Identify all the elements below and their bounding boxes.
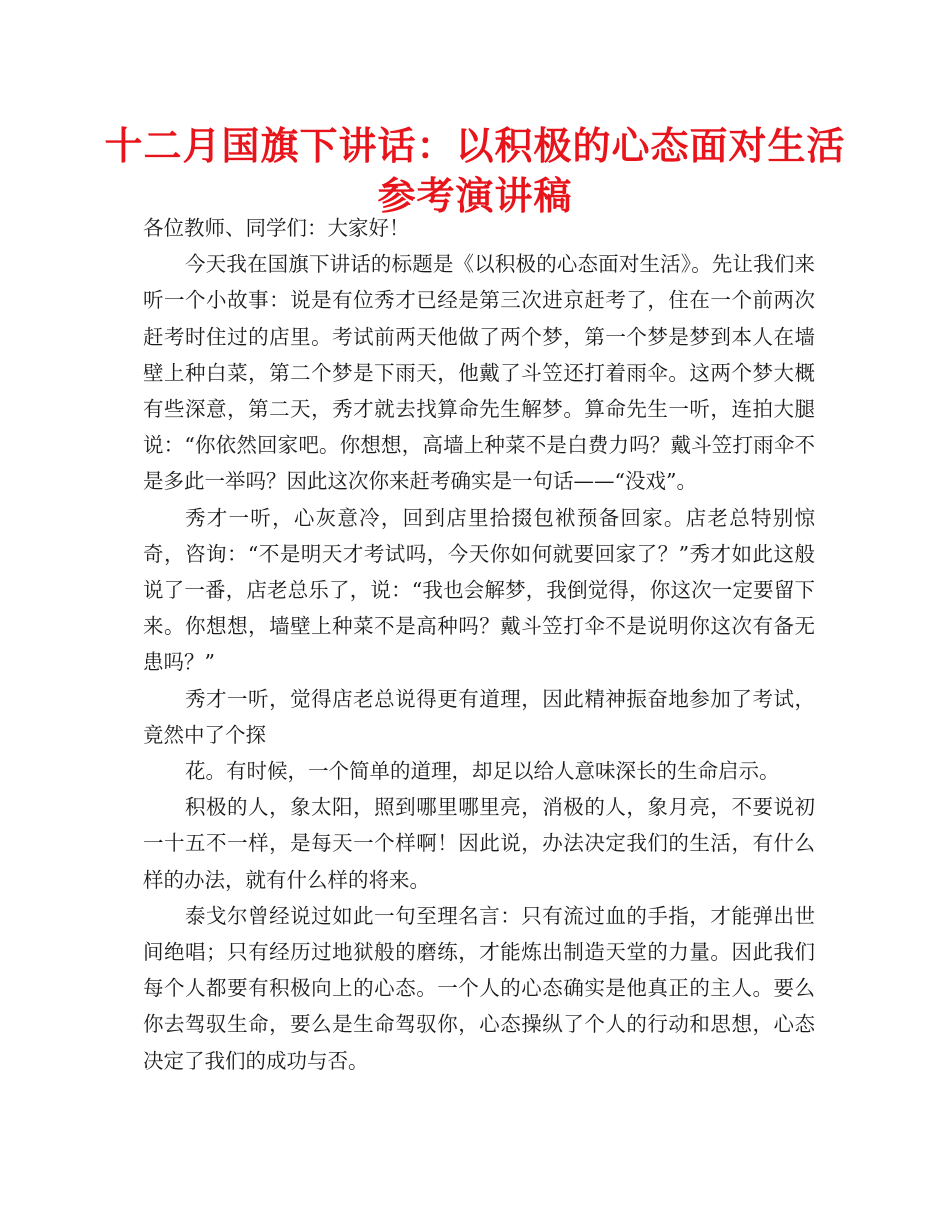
document-title: 十二月国旗下讲话：以积极的心态面对生活参考演讲稿 [104,124,846,218]
document-body [143,210,815,1079]
paragraph: 花。有时候，一个简单的道理，却足以给人意味深长的生命启示。 [185,759,780,784]
paragraph: 秀才一听，觉得店老总说得更有道理，因此精神振奋地参加了考试，竟然中了个探 [143,686,815,747]
paragraph: 今天我在国旗下讲话的标题是《以积极的心态面对生活》。先让我们来听一个小故事：说是有位秀才已经是第三次进京赶考了，住在一个前两次赶考时住过的店里。考试前两天他做了两个梦，第一个梦是梦到本人在墙壁上种白菜，第二个梦是下雨天，他戴了斗笠还打着雨伞。这两个梦大概有些深意，第二天，秀才就去找算命先生解梦。算命先生一听，连拍大腿说：“你依然回家吧。你想想，高墙上种菜不是白费力吗？戴斗笠打雨伞不是多此一举吗？因此这次你来赶考确实是一句话——“没戏”。 [143,252,815,494]
salutation: 各位教师、同学们：大家好！ [143,216,410,240]
paragraph: 秀才一听，心灰意冷，回到店里拾掇包袱预备回家。店老总特别惊奇，咨询：“不是明天才考试吗，今天你如何就要回家了？”秀才如此这般说了一番，店老总乐了，说：“我也会解梦，我倒觉得，你这次一定要留下来。你想想，墙壁上种菜不是高种吗？戴斗笠打伞不是说明你这次有备无患吗？” [143,505,815,675]
paragraph: 积极的人，象太阳，照到哪里哪里亮，消极的人，象月亮，不要说初一十五不一样，是每天一个样啊！因此说，办法决定我们的生活，有什么样的办法，就有什么样的将来。 [143,795,815,892]
paragraph: 泰戈尔曾经说过如此一句至理名言：只有流过血的手指，才能弹出世间绝唱；只有经历过地狱般的磨练，才能炼出制造天堂的力量。因此我们每个人都要有积极向上的心态。一个人的心态确实是他真正的主人。要么你去驾驭生命，要么是生命驾驭你，心态操纵了个人的行动和思想，心态决定了我们的成功与否。 [143,903,815,1073]
